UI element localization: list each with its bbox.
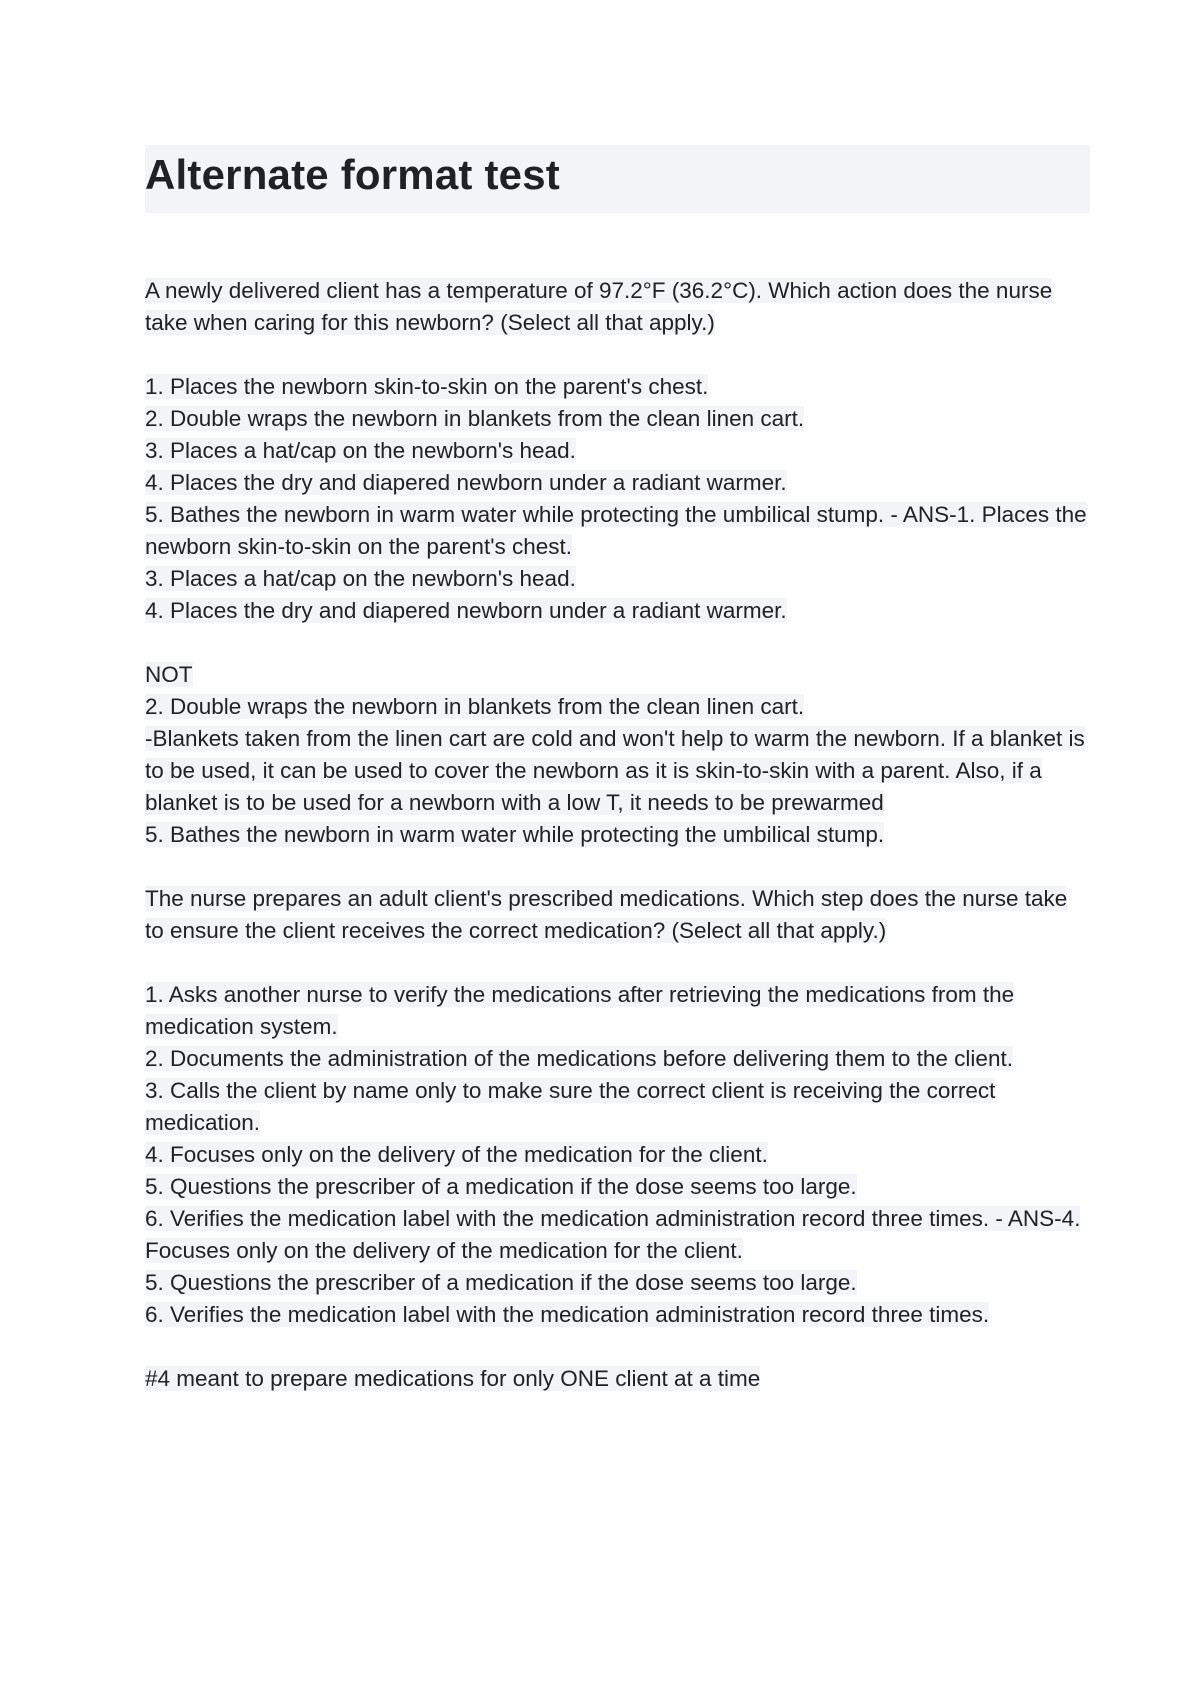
q2-option-2: 2. Documents the administration of the medications before delivering them to the client. xyxy=(145,1046,1013,1071)
q1-question xyxy=(145,275,1090,339)
q2-option-3: 3. Calls the client by name only to make sure the correct client is receiving the correct medication. xyxy=(145,1078,996,1135)
q1-options xyxy=(145,371,1090,627)
q2-note-text: #4 meant to prepare medications for only ONE client at a time xyxy=(145,1366,761,1391)
q1-answer-4: 4. Places the dry and diapered newborn under a radiant warmer. xyxy=(145,598,787,623)
q1-option-2: 2. Double wraps the newborn in blankets from the clean linen cart. xyxy=(145,406,805,431)
q1-answer-3: 3. Places a hat/cap on the newborn's head. xyxy=(145,566,576,591)
title-block xyxy=(145,145,1090,213)
q1-option-3: 3. Places a hat/cap on the newborn's head. xyxy=(145,438,576,463)
q2-option-4: 4. Focuses only on the delivery of the medication for the client. xyxy=(145,1142,768,1167)
document-page xyxy=(145,145,1090,1395)
q1-option-4: 4. Places the dry and diapered newborn under a radiant warmer. xyxy=(145,470,787,495)
q1-rationale: -Blankets taken from the linen cart are cold and won't help to warm the newborn. If a blanket is to be used, it can be used to cover the newborn as it is skin-to-skin with a parent. Also, if a blanket is to be used for a newborn with a low T, it needs to be prewarmed xyxy=(145,726,1085,815)
q1-not-item: 2. Double wraps the newborn in blankets from the clean linen cart. xyxy=(145,694,805,719)
q2-option-1: 1. Asks another nurse to verify the medications after retrieving the medications from the medication system. xyxy=(145,982,1015,1039)
q1-rationale-block xyxy=(145,659,1090,851)
q1-question-text: A newly delivered client has a temperature of 97.2°F (36.2°C). Which action does the nurse take when caring for this newborn? (Select all that apply.) xyxy=(145,278,1053,335)
q2-options xyxy=(145,979,1090,1331)
q1-option-5-answer: 5. Bathes the newborn in warm water while protecting the umbilical stump. - ANS-1. Places the newborn skin-to-skin on the parent's chest. xyxy=(145,502,1087,559)
q2-note xyxy=(145,1363,1090,1395)
q2-question-text: The nurse prepares an adult client's prescribed medications. Which step does the nurse take to ensure the client receives the correct medication? (Select all that apply.) xyxy=(145,886,1068,943)
page-title: Alternate format test xyxy=(145,151,560,198)
q1-option-1: 1. Places the newborn skin-to-skin on the parent's chest. xyxy=(145,374,709,399)
q2-answer-6: 6. Verifies the medication label with the medication administration record three times. xyxy=(145,1302,990,1327)
q2-option-5: 5. Questions the prescriber of a medication if the dose seems too large. xyxy=(145,1174,857,1199)
q2-answer-5: 5. Questions the prescriber of a medication if the dose seems too large. xyxy=(145,1270,857,1295)
q2-option-6-answer: 6. Verifies the medication label with the medication administration record three times. - ANS-4. Focuses only on the delivery of the medication for the client. xyxy=(145,1206,1081,1263)
q1-not-item-2: 5. Bathes the newborn in warm water while protecting the umbilical stump. xyxy=(145,822,885,847)
q2-question xyxy=(145,883,1090,947)
q1-not-label: NOT xyxy=(145,662,193,687)
